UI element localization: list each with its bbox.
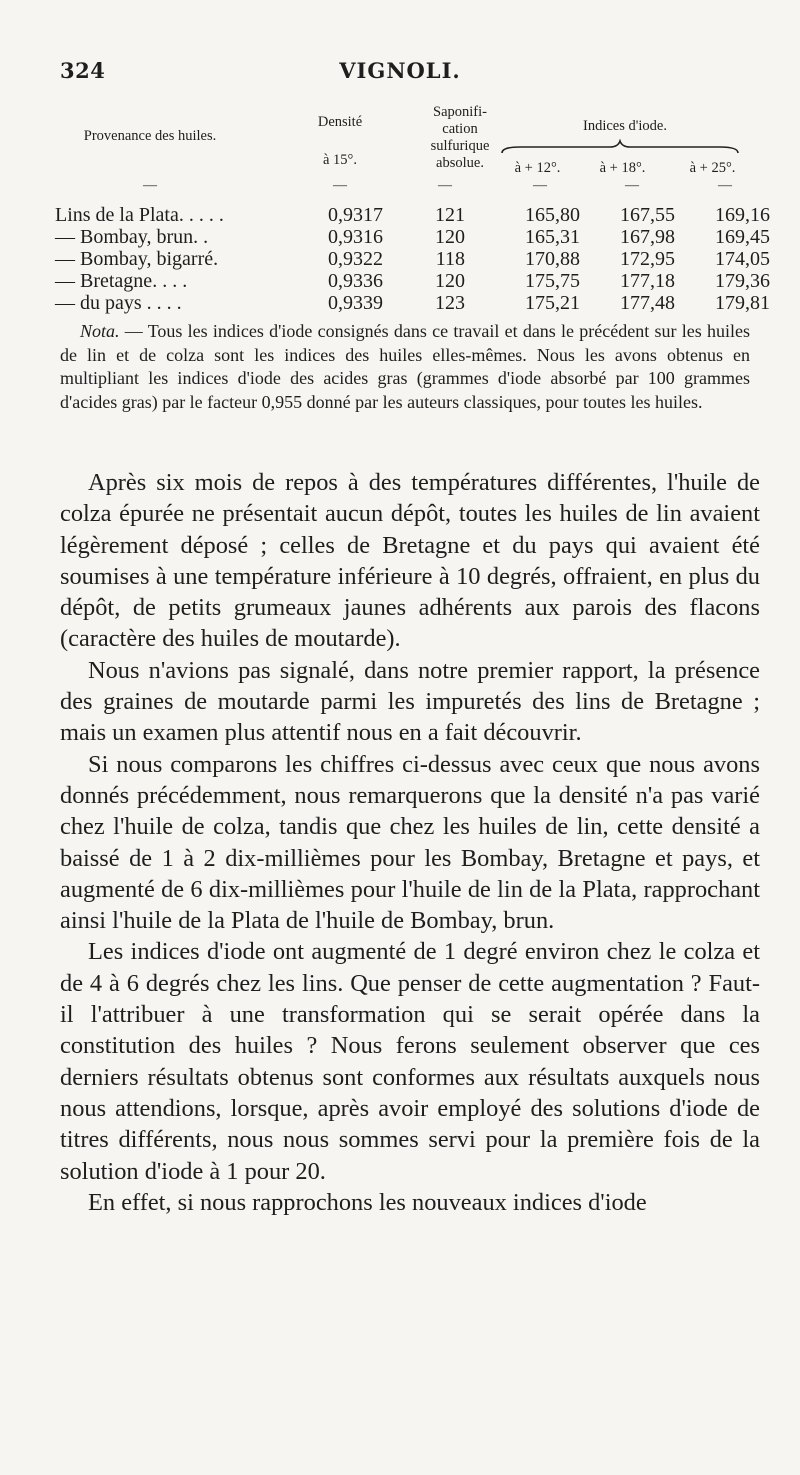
body-text <box>60 467 760 1218</box>
header-rule: — <box>438 178 452 193</box>
header-rule: — <box>333 178 347 193</box>
row-density: 0,9339 <box>328 292 383 314</box>
header-rule: — <box>718 178 732 193</box>
row-saponification: 121 <box>435 204 465 226</box>
row-name: — Bretagne. . . . <box>55 270 188 292</box>
table-row <box>55 248 775 270</box>
row-iodine-18: 172,95 <box>620 248 675 270</box>
row-iodine-25: 179,81 <box>715 292 770 314</box>
col-header-iodine-12: à + 12°. <box>514 160 561 176</box>
note-text: — Tous les indices d'iode consignés dans ce travail et dans le précédent sur les huiles de lin et de colza sont les indices des huiles elles-mêmes. Nous les avons obtenus en multipliant les indices d'iode des acides gras (grammes d'iode absorbé par 100 grammes d'acides gras) par le facteur 0,955 donné par les auteurs classiques, pour toutes les huiles. <box>60 321 750 412</box>
row-density: 0,9317 <box>328 204 383 226</box>
row-iodine-18: 167,98 <box>620 226 675 248</box>
paragraph: Nous n'avions pas signalé, dans notre premier rapport, la présence des graines de moutarde parmi les impuretés des lins de Bretagne ; mais un examen plus attentif nous en a fait découvrir. <box>60 656 760 747</box>
row-saponification: 120 <box>435 226 465 248</box>
paragraph: Après six mois de repos à des températures différentes, l'huile de colza épurée ne présentait aucun dépôt, toutes les huiles de lin avaient légèrement déposé ; celles de Bretagne et du pays qui avaient été soumises à une température inférieure à 10 degrés, offraient, en plus du dépôt, de petits grumeaux jaunes adhérents aux parois des flacons (caractère des huiles de moutarde). <box>60 469 760 653</box>
row-density: 0,9316 <box>328 226 383 248</box>
header-rule: — <box>143 178 157 193</box>
table-note <box>60 320 750 414</box>
page-number: 324 <box>60 58 106 83</box>
table-row <box>55 204 775 226</box>
row-iodine-18: 177,18 <box>620 270 675 292</box>
row-iodine-25: 179,36 <box>715 270 770 292</box>
col-header-iodine-25: à + 25°. <box>689 160 736 176</box>
running-title: VIGNOLI. <box>339 58 461 83</box>
row-density: 0,9322 <box>328 248 383 270</box>
col-header-provenance: Provenance des huiles. <box>83 128 217 144</box>
row-iodine-25: 169,45 <box>715 226 770 248</box>
row-density: 0,9336 <box>328 270 383 292</box>
col-header-iodine-18: à + 18°. <box>599 160 646 176</box>
row-name: — du pays . . . . <box>55 292 182 314</box>
row-saponification: 123 <box>435 292 465 314</box>
row-iodine-12: 170,88 <box>525 248 580 270</box>
header-rule: — <box>625 178 639 193</box>
table-row <box>55 292 775 314</box>
row-iodine-12: 165,31 <box>525 226 580 248</box>
oil-data-table <box>55 100 770 320</box>
header-rule: — <box>533 178 547 193</box>
row-name: — Bombay, brun. . <box>55 226 209 248</box>
col-header-density: Densité <box>317 114 363 130</box>
row-iodine-25: 174,05 <box>715 248 770 270</box>
paragraph: Les indices d'iode ont augmenté de 1 degré environ chez le colza et de 4 à 6 degrés chez les lins. Que penser de cette augmentation ? Faut-il l'attribuer à une transformation qui se serait opérée dans la constitution des huiles ? Nous ferons seulement observer que ces derniers résultats obtenus sont conformes aux résultats auxquels nous nous attendions, lorsque, après avoir employé des solutions d'iode de titres différents, nous nous sommes servi pour la première fois de la solution d'iode à 1 pour 20. <box>60 938 760 1185</box>
row-iodine-18: 177,48 <box>620 292 675 314</box>
row-name: — Bombay, bigarré. <box>55 248 219 270</box>
row-iodine-12: 175,21 <box>525 292 580 314</box>
table-row <box>55 226 775 248</box>
row-iodine-12: 175,75 <box>525 270 580 292</box>
table-row <box>55 270 775 292</box>
running-header <box>60 58 740 88</box>
iodine-brace <box>500 139 740 155</box>
row-saponification: 118 <box>435 248 465 270</box>
paragraph: En effet, si nous rapprochons les nouveaux indices d'iode <box>88 1188 647 1216</box>
col-header-saponification: Saponifi- cation sulfurique absolue. <box>430 104 490 171</box>
note-label: Nota. <box>80 321 120 341</box>
col-header-iodine: Indices d'iode. <box>583 118 667 134</box>
paragraph: Si nous comparons les chiffres ci-dessus avec ceux que nous avons donnés précédemment, nous remarquerons que la densité n'a pas varié chez l'huile de colza, tandis que chez les huiles de lin, cette densité a baissé de 1 à 2 dix-millièmes pour les Bombay, Bretagne et pays, et augmenté de 6 dix-millièmes pour l'huile de lin de la Plata, rapprochant ainsi l'huile de la Plata de l'huile de Bombay, brun. <box>60 750 760 935</box>
row-iodine-12: 165,80 <box>525 204 580 226</box>
row-iodine-18: 167,55 <box>620 204 675 226</box>
col-header-density-temp: à 15°. <box>323 152 357 168</box>
row-name: Lins de la Plata. . . . . <box>55 204 224 226</box>
row-iodine-25: 169,16 <box>715 204 770 226</box>
row-saponification: 120 <box>435 270 465 292</box>
